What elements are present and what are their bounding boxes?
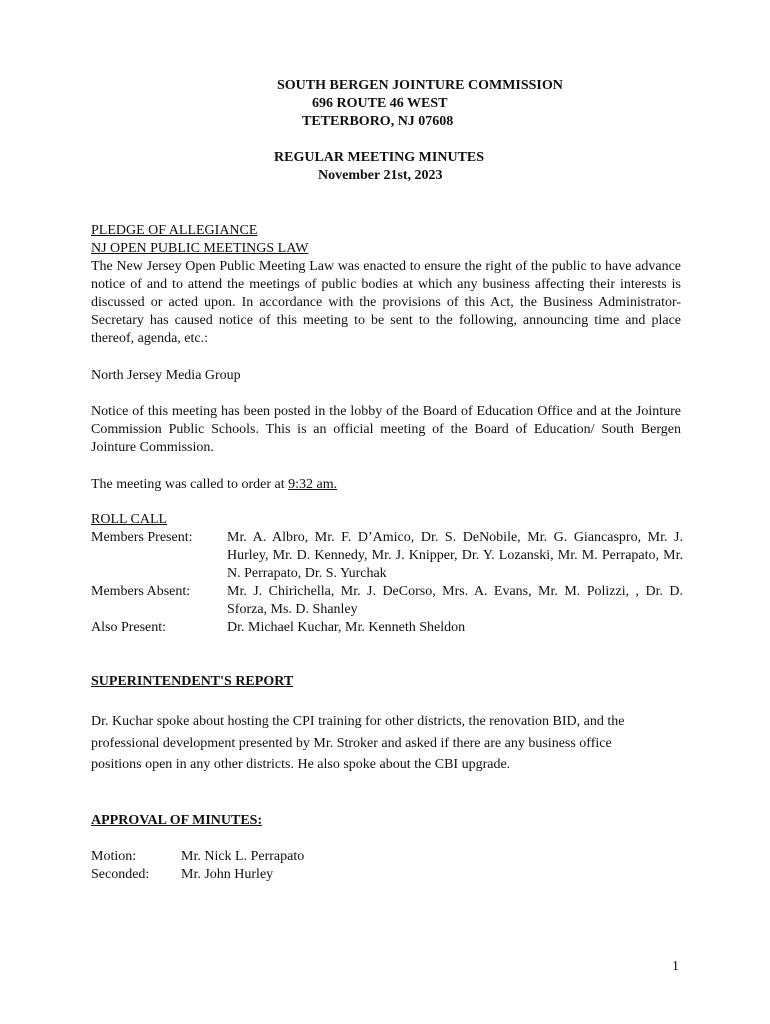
opma-paragraph: The New Jersey Open Public Meeting Law was enacted to ensure the right of the public to have advance notice of and to attend the meetings of public bodies at which any business affecting their interests is discussed or acted upon. In accordance with the provisions of this Act, the Business Administrator-Secretary has caused notice of this meeting to be sent to the following, announcing time and place thereof, agenda, etc.: [91, 259, 681, 346]
call-to-order-prefix: The meeting was called to order at [91, 477, 289, 492]
meeting-title: REGULAR MEETING MINUTES [274, 150, 485, 165]
superintendent-line-2: professional development presented by Mr. Stroker and asked if there are any business office [91, 736, 612, 751]
page-number: 1 [672, 959, 679, 974]
seconded-value: Mr. John Hurley [181, 867, 274, 882]
call-to-order-time: 9:32 am. [288, 477, 338, 492]
roll-call-heading: ROLL CALL [91, 512, 168, 527]
superintendent-line-1: Dr. Kuchar spoke about hosting the CPI training for other districts, the renovation BID, and the [91, 714, 625, 729]
members-present-value: Mr. A. Albro, Mr. F. D’Amico, Dr. S. DeNobile, Mr. G. Giancaspro, Mr. J. Hurley, Mr. D. Kennedy, Mr. J. Knipper, Dr. Y. Lozanski, Mr. M. Perrapato, Mr. N. Perrapato, Dr. S. Yurchak [227, 530, 683, 581]
members-present-label: Members Present: [91, 530, 193, 545]
members-absent-label: Members Absent: [91, 584, 191, 599]
org-city: TETERBORO, NJ 07608 [302, 114, 454, 129]
call-to-order [91, 476, 337, 494]
meeting-date: November 21st, 2023 [318, 168, 443, 183]
superintendent-line-3: positions open in any other districts. He also spoke about the CBI upgrade. [91, 757, 511, 772]
seconded-label: Seconded: [91, 867, 150, 882]
media-recipient: North Jersey Media Group [91, 368, 241, 383]
motion-label: Motion: [91, 849, 137, 864]
org-name: SOUTH BERGEN JOINTURE COMMISSION [277, 78, 563, 93]
also-present-value: Dr. Michael Kuchar, Mr. Kenneth Sheldon [227, 620, 466, 635]
motion-value: Mr. Nick L. Perrapato [181, 849, 305, 864]
members-absent-value: Mr. J. Chirichella, Mr. J. DeCorso, Mrs. A. Evans, Mr. M. Polizzi, , Dr. D. Sforza, Ms. D. Shanley [227, 584, 683, 617]
superintendent-heading: SUPERINTENDENT'S REPORT [91, 674, 294, 689]
approval-heading: APPROVAL OF MINUTES: [91, 813, 263, 828]
org-address: 696 ROUTE 46 WEST [312, 96, 448, 111]
notice-paragraph: Notice of this meeting has been posted in the lobby of the Board of Education Office and at the Jointure Commission Public Schools. This is an official meeting of the Board of Education/ South Bergen Jointure Commission. [91, 404, 681, 455]
pledge-heading: PLEDGE OF ALLEGIANCE [91, 223, 258, 238]
opma-heading: NJ OPEN PUBLIC MEETINGS LAW [91, 241, 309, 256]
also-present-label: Also Present: [91, 620, 167, 635]
